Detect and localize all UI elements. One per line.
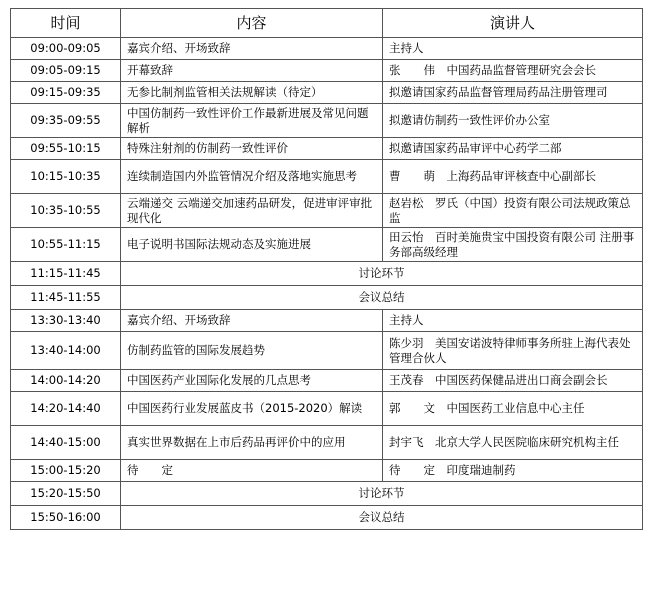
speaker-cell: 曹 萌 上海药品审评核查中心副部长 — [383, 160, 643, 194]
content-cell: 仿制药监管的国际发展趋势 — [121, 332, 383, 370]
speaker-cell: 待 定 印度瑞迪制药 — [383, 460, 643, 482]
table-row — [11, 160, 643, 194]
content-cell: 真实世界数据在上市后药品再评价中的应用 — [121, 426, 383, 460]
header-content: 内容 — [121, 9, 383, 38]
schedule-table — [10, 8, 643, 530]
time-cell: 13:30-13:40 — [11, 310, 121, 332]
speaker-cell: 封宇飞 北京大学人民医院临床研究机构主任 — [383, 426, 643, 460]
time-cell: 14:20-14:40 — [11, 392, 121, 426]
speaker-cell: 主持人 — [383, 310, 643, 332]
table-row — [11, 370, 643, 392]
content-cell: 嘉宾介绍、开场致辞 — [121, 310, 383, 332]
content-cell: 云端递交 云端递交加速药品研发，促进审评审批现代化 — [121, 194, 383, 228]
time-cell: 09:55-10:15 — [11, 138, 121, 160]
table-row — [11, 392, 643, 426]
time-cell: 10:35-10:55 — [11, 194, 121, 228]
time-cell: 15:00-15:20 — [11, 460, 121, 482]
time-cell: 15:50-16:00 — [11, 506, 121, 530]
speaker-cell: 拟邀请国家药品审评中心药学二部 — [383, 138, 643, 160]
table-row — [11, 332, 643, 370]
table-row — [11, 426, 643, 460]
merged-cell: 会议总结 — [121, 506, 643, 530]
table-row — [11, 286, 643, 310]
speaker-cell: 王茂春 中国医药保健品进出口商会副会长 — [383, 370, 643, 392]
table-row — [11, 482, 643, 506]
time-cell: 13:40-14:00 — [11, 332, 121, 370]
content-cell: 待 定 — [121, 460, 383, 482]
time-cell: 15:20-15:50 — [11, 482, 121, 506]
time-cell: 09:15-09:35 — [11, 82, 121, 104]
table-row — [11, 138, 643, 160]
speaker-cell: 郭 文 中国医药工业信息中心主任 — [383, 392, 643, 426]
speaker-cell: 赵岩松 罗氏（中国）投资有限公司法规政策总监 — [383, 194, 643, 228]
time-cell: 10:15-10:35 — [11, 160, 121, 194]
table-row — [11, 460, 643, 482]
content-cell: 无参比制剂监管相关法规解读（待定） — [121, 82, 383, 104]
content-cell: 中国仿制药一致性评价工作最新进展及常见问题解析 — [121, 104, 383, 138]
time-cell: 09:05-09:15 — [11, 60, 121, 82]
table-row — [11, 262, 643, 286]
speaker-cell: 张 伟 中国药品监督管理研究会会长 — [383, 60, 643, 82]
table-row — [11, 38, 643, 60]
merged-cell: 讨论环节 — [121, 482, 643, 506]
time-cell: 09:35-09:55 — [11, 104, 121, 138]
header-row — [11, 9, 643, 38]
merged-cell: 会议总结 — [121, 286, 643, 310]
content-cell: 电子说明书国际法规动态及实施进展 — [121, 228, 383, 262]
header-speaker: 演讲人 — [383, 9, 643, 38]
content-cell: 中国医药产业国际化发展的几点思考 — [121, 370, 383, 392]
time-cell: 14:00-14:20 — [11, 370, 121, 392]
table-row — [11, 60, 643, 82]
speaker-cell: 主持人 — [383, 38, 643, 60]
content-cell: 特殊注射剂的仿制药一致性评价 — [121, 138, 383, 160]
table-row — [11, 506, 643, 530]
speaker-cell: 田云怡 百时美施贵宝中国投资有限公司 注册事务部高级经理 — [383, 228, 643, 262]
table-row — [11, 194, 643, 228]
content-cell: 连续制造国内外监管情况介绍及落地实施思考 — [121, 160, 383, 194]
table-row — [11, 310, 643, 332]
content-cell: 开幕致辞 — [121, 60, 383, 82]
time-cell: 14:40-15:00 — [11, 426, 121, 460]
speaker-cell: 陈少羽 美国安诺波特律师事务所驻上海代表处管理合伙人 — [383, 332, 643, 370]
time-cell: 09:00-09:05 — [11, 38, 121, 60]
speaker-cell: 拟邀请国家药品监督管理局药品注册管理司 — [383, 82, 643, 104]
table-row — [11, 82, 643, 104]
header-time: 时间 — [11, 9, 121, 38]
time-cell: 11:45-11:55 — [11, 286, 121, 310]
merged-cell: 讨论环节 — [121, 262, 643, 286]
time-cell: 10:55-11:15 — [11, 228, 121, 262]
content-cell: 嘉宾介绍、开场致辞 — [121, 38, 383, 60]
content-cell: 中国医药行业发展蓝皮书（2015-2020）解读 — [121, 392, 383, 426]
table-row — [11, 104, 643, 138]
speaker-cell: 拟邀请仿制药一致性评价办公室 — [383, 104, 643, 138]
table-row — [11, 228, 643, 262]
time-cell: 11:15-11:45 — [11, 262, 121, 286]
